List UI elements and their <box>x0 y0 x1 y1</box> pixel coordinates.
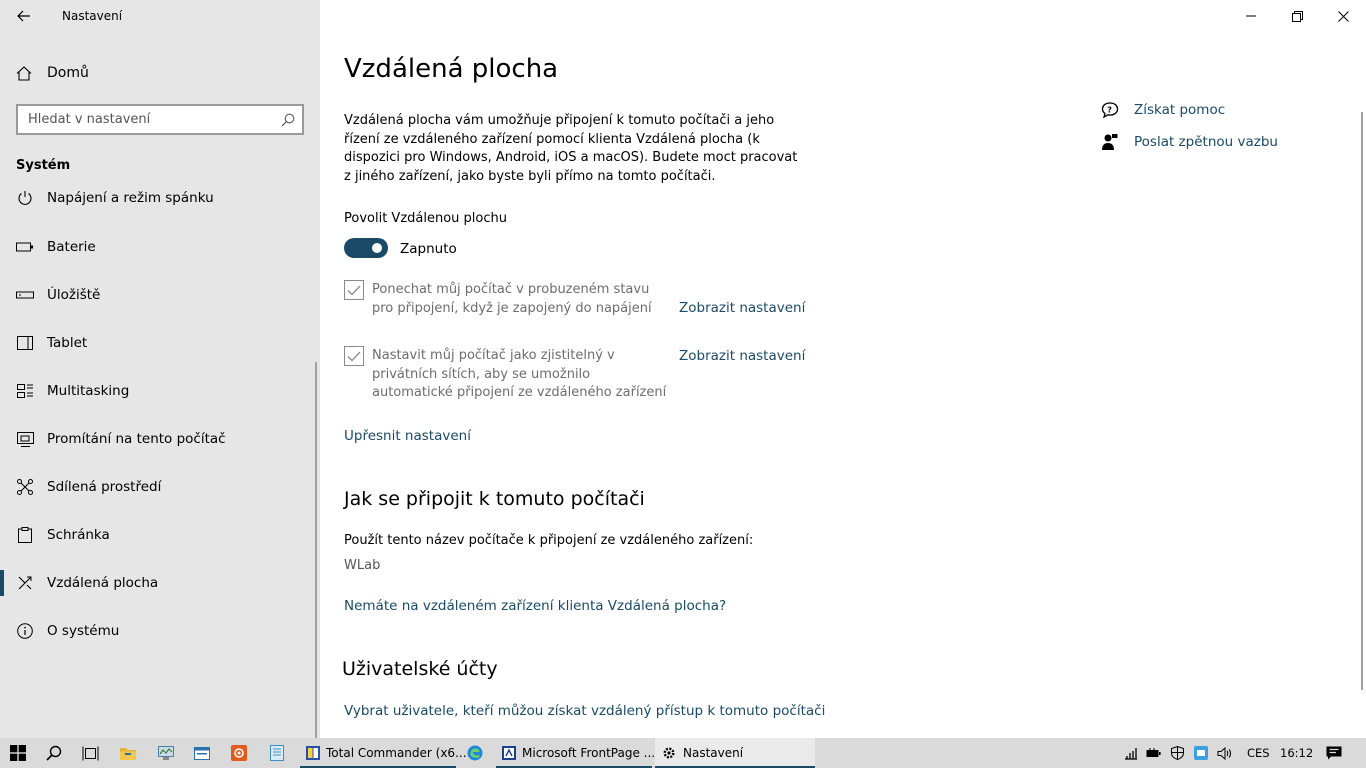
app-title: Nastavení <box>62 9 123 23</box>
volume-tray[interactable] <box>1213 738 1235 768</box>
restore-button[interactable] <box>1274 0 1320 32</box>
sidebar-item-battery[interactable] <box>0 225 316 269</box>
projecting-icon <box>16 432 34 447</box>
battery-tray[interactable] <box>1142 738 1164 768</box>
show-settings-link-1[interactable]: Zobrazit nastavení <box>679 300 806 316</box>
app-pinned-4-button[interactable] <box>221 738 257 768</box>
sidebar-item-multitasking[interactable] <box>0 369 316 413</box>
help-chat-icon <box>1100 102 1120 118</box>
search-icon <box>46 745 62 761</box>
network-tray[interactable] <box>1120 738 1142 768</box>
file-explorer-button[interactable] <box>110 738 146 768</box>
description-text: Vzdálená plocha vám umožňuje připojení k tomuto počítači a jeho řízení ze vzdáleného zařízení pomocí klienta Vzdálená plocha (k dispozici pro Windows, Android, iOS a macOS). Budete moct pracovat z jiného zařízení, jako byste byli přímo na tomto počítači. <box>344 113 798 184</box>
checkmark-icon <box>347 351 361 362</box>
start-button[interactable] <box>0 738 36 768</box>
home-icon <box>16 66 34 81</box>
advanced-settings-link[interactable]: Upřesnit nastavení <box>344 428 471 444</box>
search-taskbar-button[interactable] <box>36 738 72 768</box>
discoverable-text: Nastavit můj počítač jako zjistitelný v privátních sítích, aby se umožnilo automatické připojení ze vzdáleného zařízení <box>372 348 667 400</box>
clipboard-icon <box>16 527 34 543</box>
checkmark-icon <box>347 285 361 296</box>
sidebar-item-about[interactable] <box>0 609 316 653</box>
taskbar-app-label: Microsoft FrontPage ... <box>522 746 656 760</box>
search-input[interactable] <box>18 106 274 133</box>
minimize-icon <box>1246 11 1256 21</box>
home-nav[interactable] <box>0 58 320 88</box>
battery-icon <box>16 242 34 252</box>
pc-name: WLab <box>344 558 381 573</box>
shield-icon <box>1171 746 1184 760</box>
taskbar-app-total-commander[interactable] <box>300 738 467 768</box>
edge-browser-icon <box>467 745 483 761</box>
sidebar-item-remote-desktop[interactable] <box>0 561 316 605</box>
taskbar-app-frontpage[interactable] <box>496 738 656 768</box>
power-icon <box>16 190 34 206</box>
sidebar-item-label: Multitasking <box>47 383 130 399</box>
sidebar-nav <box>0 184 316 654</box>
close-icon <box>1338 11 1349 22</box>
sidebar-item-projecting[interactable] <box>0 417 316 461</box>
sidebar-item-power[interactable] <box>0 184 316 220</box>
defender-tray[interactable] <box>1166 738 1188 768</box>
sidebar-item-tablet[interactable] <box>0 321 316 365</box>
page-title: Vzdálená plocha <box>344 54 559 84</box>
taskbar-app-settings[interactable] <box>655 738 815 768</box>
sidebar-item-label: Promítání na tento počítač <box>47 431 226 447</box>
get-help-label: Získat pomoc <box>1134 102 1226 118</box>
app-pinned-5-button[interactable] <box>259 738 295 768</box>
sidebar-item-shared-experiences[interactable] <box>0 465 316 509</box>
window-app-icon <box>194 747 210 760</box>
app-tray[interactable] <box>1190 738 1212 768</box>
discoverable-checkbox[interactable] <box>344 346 364 366</box>
sidebar-scrollbar[interactable] <box>315 362 317 738</box>
close-button[interactable] <box>1320 0 1366 32</box>
toggle-state-label: Zapnuto <box>400 241 457 257</box>
toggle-knob <box>372 243 382 253</box>
taskbar-app-label: Nastavení <box>683 746 744 760</box>
action-center-button[interactable] <box>1320 738 1348 768</box>
remote-desktop-toggle[interactable] <box>344 238 388 258</box>
sidebar-item-label: Napájení a režim spánku <box>47 190 214 206</box>
show-settings-link-2[interactable]: Zobrazit nastavení <box>679 348 806 364</box>
back-arrow-icon <box>17 10 31 22</box>
folder-icon <box>120 747 136 760</box>
feedback-link[interactable] <box>1100 133 1278 151</box>
section-label-system: Systém <box>16 158 71 173</box>
home-label: Domů <box>47 65 89 81</box>
sidebar-item-clipboard[interactable] <box>0 513 316 557</box>
sidebar-item-label: Schránka <box>47 527 110 543</box>
edge-button[interactable] <box>457 738 493 768</box>
feedback-label: Poslat zpětnou vazbu <box>1134 134 1278 150</box>
total-commander-icon <box>306 745 320 761</box>
accounts-heading: Uživatelské účty <box>342 658 498 680</box>
select-users-link[interactable]: Vybrat uživatele, kteří můžou získat vzdálený přístup k tomuto počítači <box>344 703 826 719</box>
frontpage-icon <box>502 745 516 761</box>
sidebar-item-storage[interactable] <box>0 273 316 317</box>
sidebar-item-label: Vzdálená plocha <box>47 575 159 591</box>
info-icon <box>16 623 34 639</box>
search-icon[interactable] <box>274 113 302 127</box>
battery-plug-icon <box>1146 747 1161 759</box>
notification-icon <box>1326 746 1342 760</box>
language-indicator[interactable]: CES <box>1247 746 1270 760</box>
back-button[interactable] <box>10 2 38 30</box>
settings-gear-icon <box>661 745 677 761</box>
task-view-icon <box>82 746 99 761</box>
taskbar-app-label: Total Commander (x6... <box>326 746 467 760</box>
no-client-link[interactable]: Nemáte na vzdáleném zařízení klienta Vzdálená plocha? <box>344 598 727 614</box>
wifi-icon <box>1124 747 1138 760</box>
task-view-button[interactable] <box>72 738 108 768</box>
app-pinned-3-button[interactable] <box>184 738 220 768</box>
sidebar-item-label: O systému <box>47 623 120 639</box>
sidebar-item-label: Baterie <box>47 239 96 255</box>
search-box[interactable] <box>16 104 304 135</box>
multitasking-icon <box>16 384 34 398</box>
restore-icon <box>1292 11 1303 22</box>
get-help-link[interactable] <box>1100 102 1225 118</box>
storage-icon <box>16 291 34 299</box>
connect-heading: Jak se připojit k tomuto počítači <box>344 488 645 510</box>
tablet-icon <box>16 336 34 350</box>
feedback-icon <box>1100 133 1120 151</box>
remote-desktop-icon <box>16 576 34 590</box>
minimize-button[interactable] <box>1228 0 1274 32</box>
app-pinned-2-button[interactable] <box>148 738 184 768</box>
taskbar <box>0 738 1366 768</box>
control-panel-icon <box>158 746 174 760</box>
shared-experiences-icon <box>16 479 34 495</box>
svg-text:?: ? <box>1107 105 1112 115</box>
speaker-icon <box>1217 747 1232 760</box>
notepad-icon <box>270 745 284 761</box>
clock[interactable]: 16:12 <box>1280 746 1314 760</box>
main-scrollbar[interactable] <box>1361 112 1363 690</box>
connect-label: Použít tento název počítače k připojení ze vzdáleného zařízení: <box>344 533 754 548</box>
windows-logo-icon <box>10 745 26 761</box>
sidebar-item-label: Úložiště <box>47 287 101 303</box>
keep-awake-checkbox[interactable] <box>344 280 364 300</box>
sidebar-item-label: Sdílená prostředí <box>47 479 162 495</box>
sidebar-item-label: Tablet <box>47 335 88 351</box>
keep-awake-text: Ponechat můj počítač v probuzeném stavu pro připojení, když je zapojený do napájení <box>372 282 652 316</box>
tray-app-icon <box>1194 746 1208 760</box>
toggle-label: Povolit Vzdálenou plochu <box>344 211 507 226</box>
sidebar <box>0 0 320 738</box>
settings-app-icon <box>231 745 247 761</box>
